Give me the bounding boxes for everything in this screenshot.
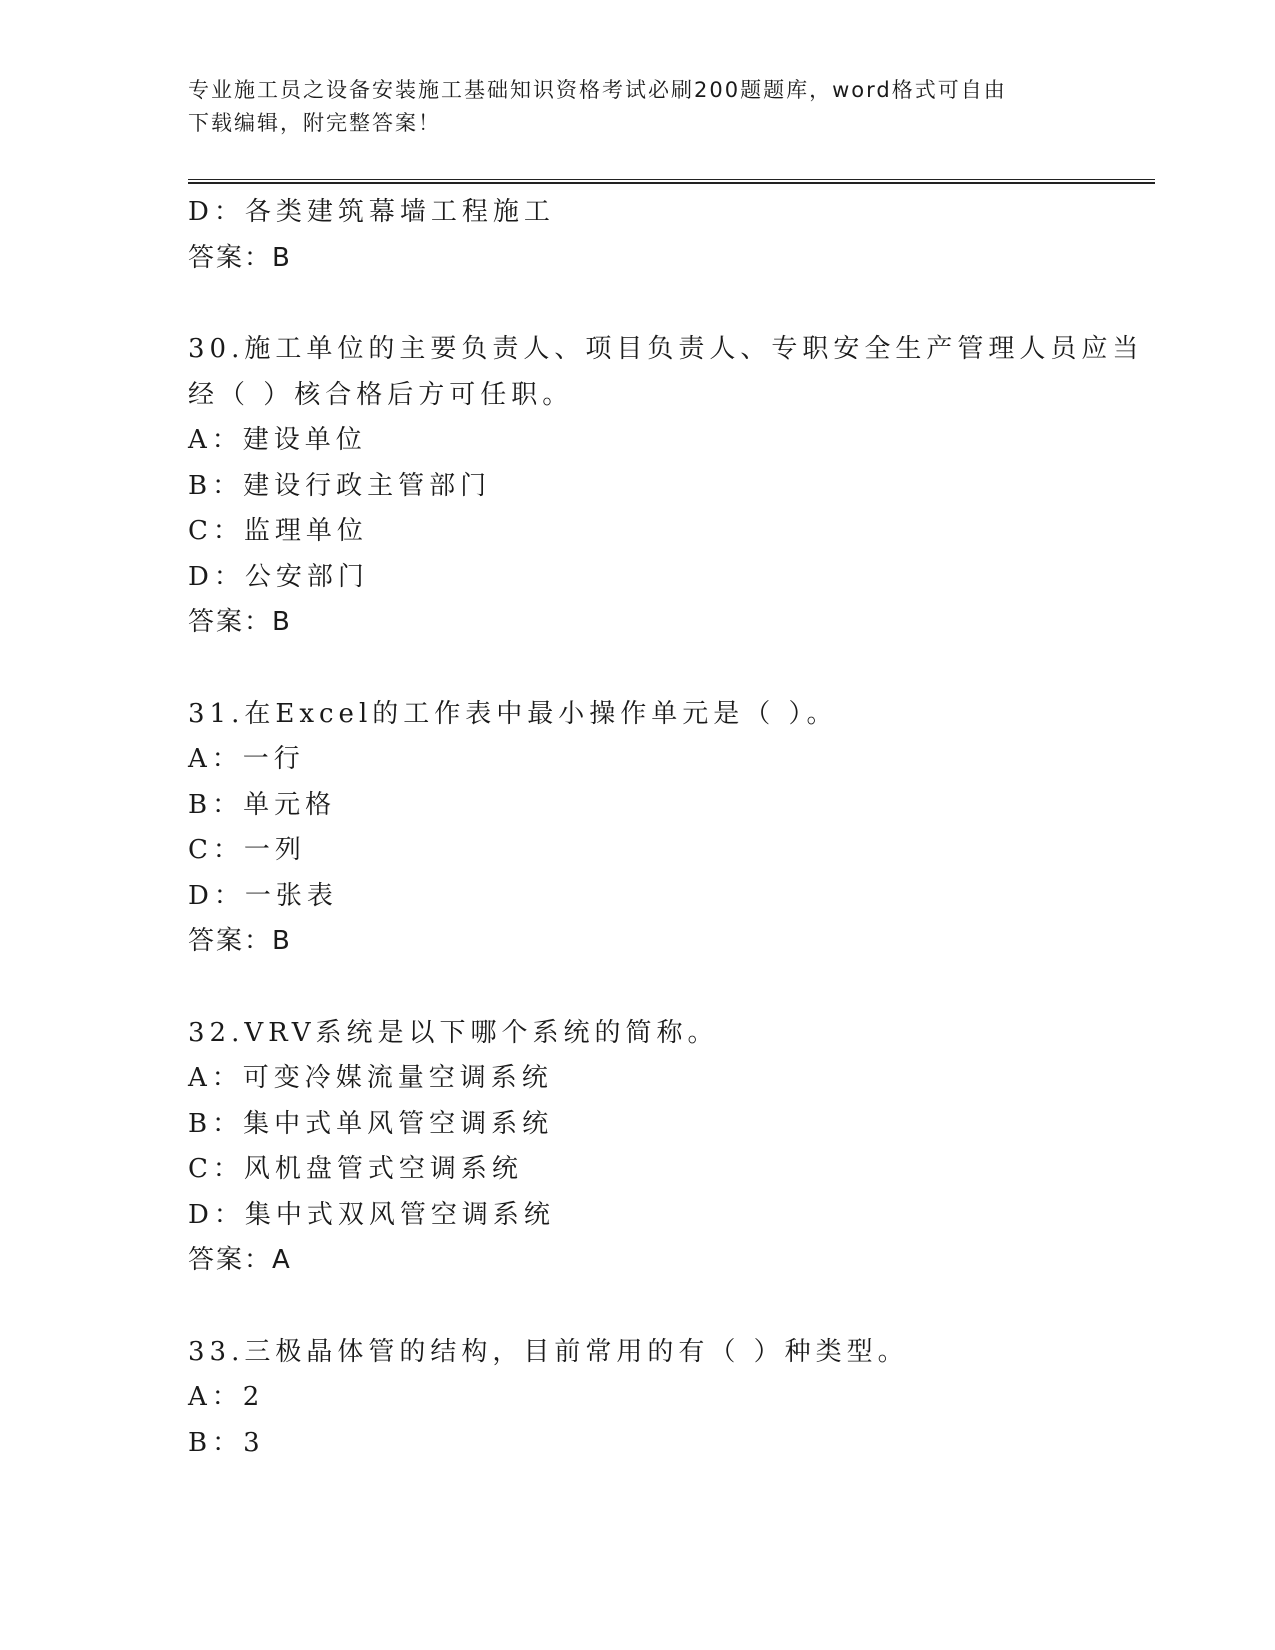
question-stem: 31.在Excel的工作表中最小操作单元是（ ）。 bbox=[188, 698, 838, 729]
document-header bbox=[188, 74, 1078, 140]
question-33 bbox=[188, 1330, 1148, 1467]
option-d: D：公安部门 bbox=[188, 561, 369, 592]
option-a: A：2 bbox=[188, 1382, 265, 1412]
question-stem-line-2: 经（ ）核合格后方可任职。 bbox=[188, 379, 574, 410]
answer-line: 答案：B bbox=[188, 607, 292, 637]
option-b: B：建设行政主管部门 bbox=[188, 470, 492, 501]
option-b: B：单元格 bbox=[188, 789, 337, 820]
question-30 bbox=[188, 327, 1148, 646]
question-list bbox=[188, 190, 1148, 1466]
option-b: B：3 bbox=[188, 1427, 265, 1458]
question-stem: 32.VRV系统是以下哪个系统的简称。 bbox=[188, 1017, 719, 1048]
header-divider bbox=[188, 179, 1155, 184]
option-d: D：集中式双风管空调系统 bbox=[188, 1199, 555, 1230]
answer-line: 答案：B bbox=[188, 242, 292, 273]
option-c: C：一列 bbox=[188, 835, 306, 865]
header-title-line-1: 专业施工员之设备安装施工基础知识资格考试必刷200题题库，word格式可自由 bbox=[188, 78, 1007, 102]
option-d: D：各类建筑幕墙工程施工 bbox=[188, 197, 555, 227]
question-stem: 33.三极晶体管的结构，目前常用的有（ ）种类型。 bbox=[188, 1336, 909, 1367]
question-32 bbox=[188, 1011, 1148, 1284]
answer-line: 答案：B bbox=[188, 926, 292, 956]
option-d: D：一张表 bbox=[188, 880, 338, 911]
option-a: A：一行 bbox=[188, 744, 305, 774]
option-c: C：风机盘管式空调系统 bbox=[188, 1154, 523, 1184]
option-c: C：监理单位 bbox=[188, 516, 368, 546]
question-stem-line-1: 30.施工单位的主要负责人、项目负责人、专职安全生产管理人员应当 bbox=[188, 334, 1144, 364]
option-a: A：建设单位 bbox=[188, 425, 367, 455]
question-31 bbox=[188, 692, 1148, 965]
option-a: A：可变冷媒流量空调系统 bbox=[188, 1063, 553, 1093]
option-b: B：集中式单风管空调系统 bbox=[188, 1108, 554, 1139]
header-title-line-2: 下载编辑，附完整答案！ bbox=[188, 111, 441, 135]
answer-line: 答案：A bbox=[188, 1245, 292, 1275]
